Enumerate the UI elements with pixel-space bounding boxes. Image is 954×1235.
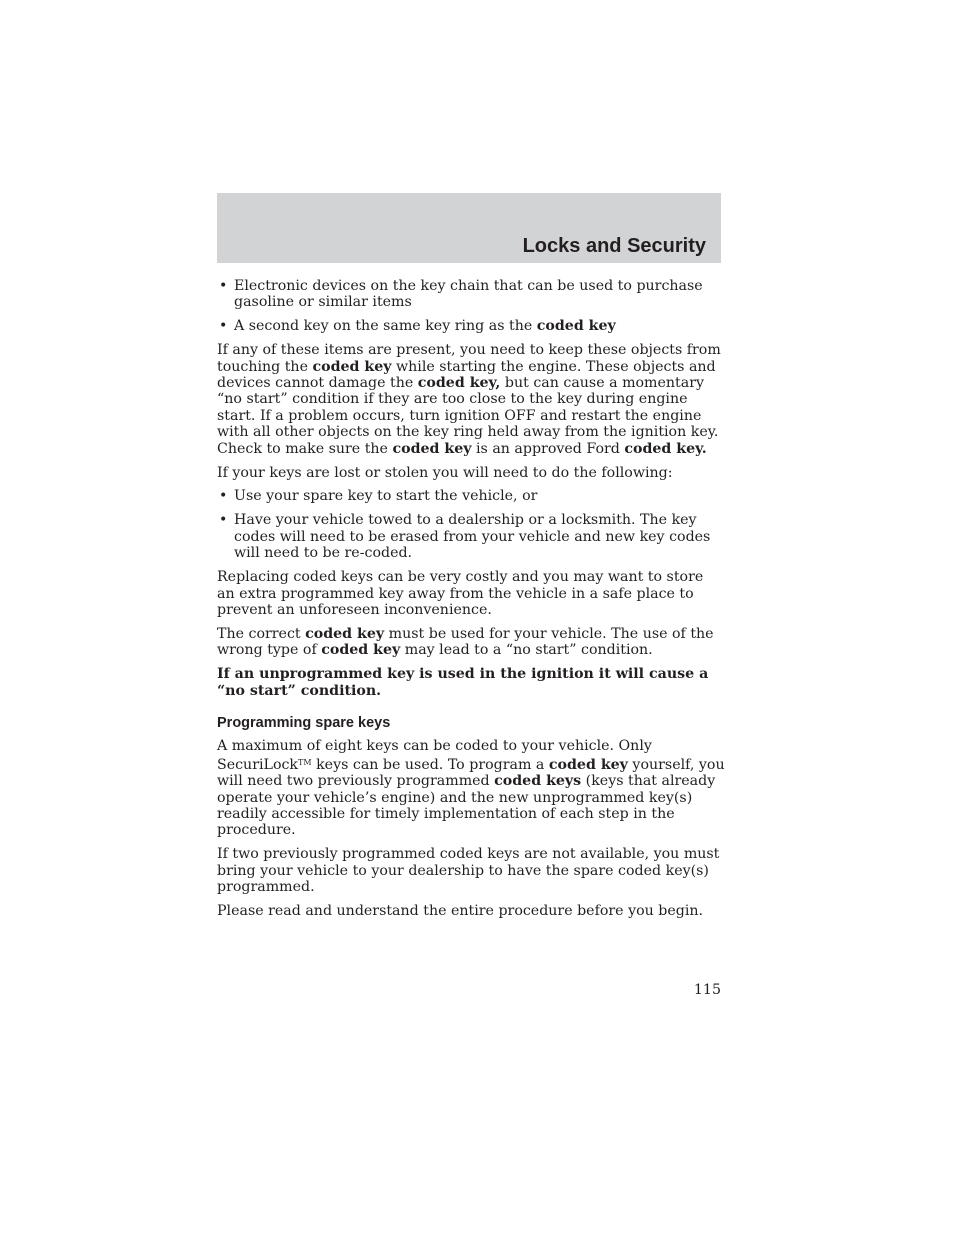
list-item-text: Use your spare key to start the vehicle, or <box>234 488 538 505</box>
paragraph-read-procedure: Please read and understand the entire procedure before you begin. <box>217 903 704 919</box>
section-title: Locks and Security <box>522 235 706 257</box>
bullet-icon: • <box>219 318 228 335</box>
section-header <box>217 193 721 263</box>
paragraph-correct-key: The correct coded key must be used for your vehicle. The use of the wrong type of coded key may lead to a “no start” condition. <box>217 625 714 659</box>
bullet-icon: • <box>219 278 228 294</box>
page-body <box>217 278 725 927</box>
paragraph-max-keys: A maximum of eight keys can be coded to your vehicle. Only SecuriLock™ keys can be used. To program a coded key yourself, you will need two previously programmed coded keys (keys that already operate your vehicle’s engine) and the new unprogrammed key(s) readily accessible for timely implementation of each step in the procedure. <box>217 738 725 839</box>
paragraph-dealership: If two previously programmed coded keys are not available, you must bring your vehicle to your dealership to have the spare coded key(s) programmed. <box>217 846 720 896</box>
list-item <box>217 278 725 311</box>
list-item <box>217 318 725 334</box>
bullet-icon: • <box>219 512 228 529</box>
list-item <box>217 488 725 504</box>
list-item <box>217 512 725 561</box>
warning-text: If an unprogrammed key is used in the ignition it will cause a “no start” condition. <box>217 666 709 699</box>
paragraph-lost-keys: If your keys are lost or stolen you will need to do the following: <box>217 464 673 481</box>
page-number: 115 <box>693 982 721 998</box>
paragraph-replacing-keys: Replacing coded keys can be very costly and you may want to store an extra programmed key away from the vehicle in a safe place to prevent an unforeseen inconvenience. <box>217 569 704 618</box>
list-item-text: Electronic devices on the key chain that can be used to purchase gasoline or similar items <box>234 278 703 311</box>
subheading-programming: Programming spare keys <box>217 714 391 731</box>
bullet-icon: • <box>219 488 228 505</box>
list-item-text: Have your vehicle towed to a dealership or a locksmith. The key codes will need to be erased from your vehicle and new key codes will need to be re-coded. <box>234 512 711 562</box>
paragraph-interference: If any of these items are present, you need to keep these objects from touching the coded key while starting the engine. These objects and devices cannot damage the coded key, but can cause a momentary “no start” condition if they are too close to the key during engine start. If a problem occurs, turn ignition OFF and restart the engine with all other objects on the key ring held away from the ignition key. Check to make sure the coded key is an approved Ford coded key. <box>217 342 721 457</box>
list-item-text: A second key on the same key ring as the coded key <box>234 318 616 335</box>
